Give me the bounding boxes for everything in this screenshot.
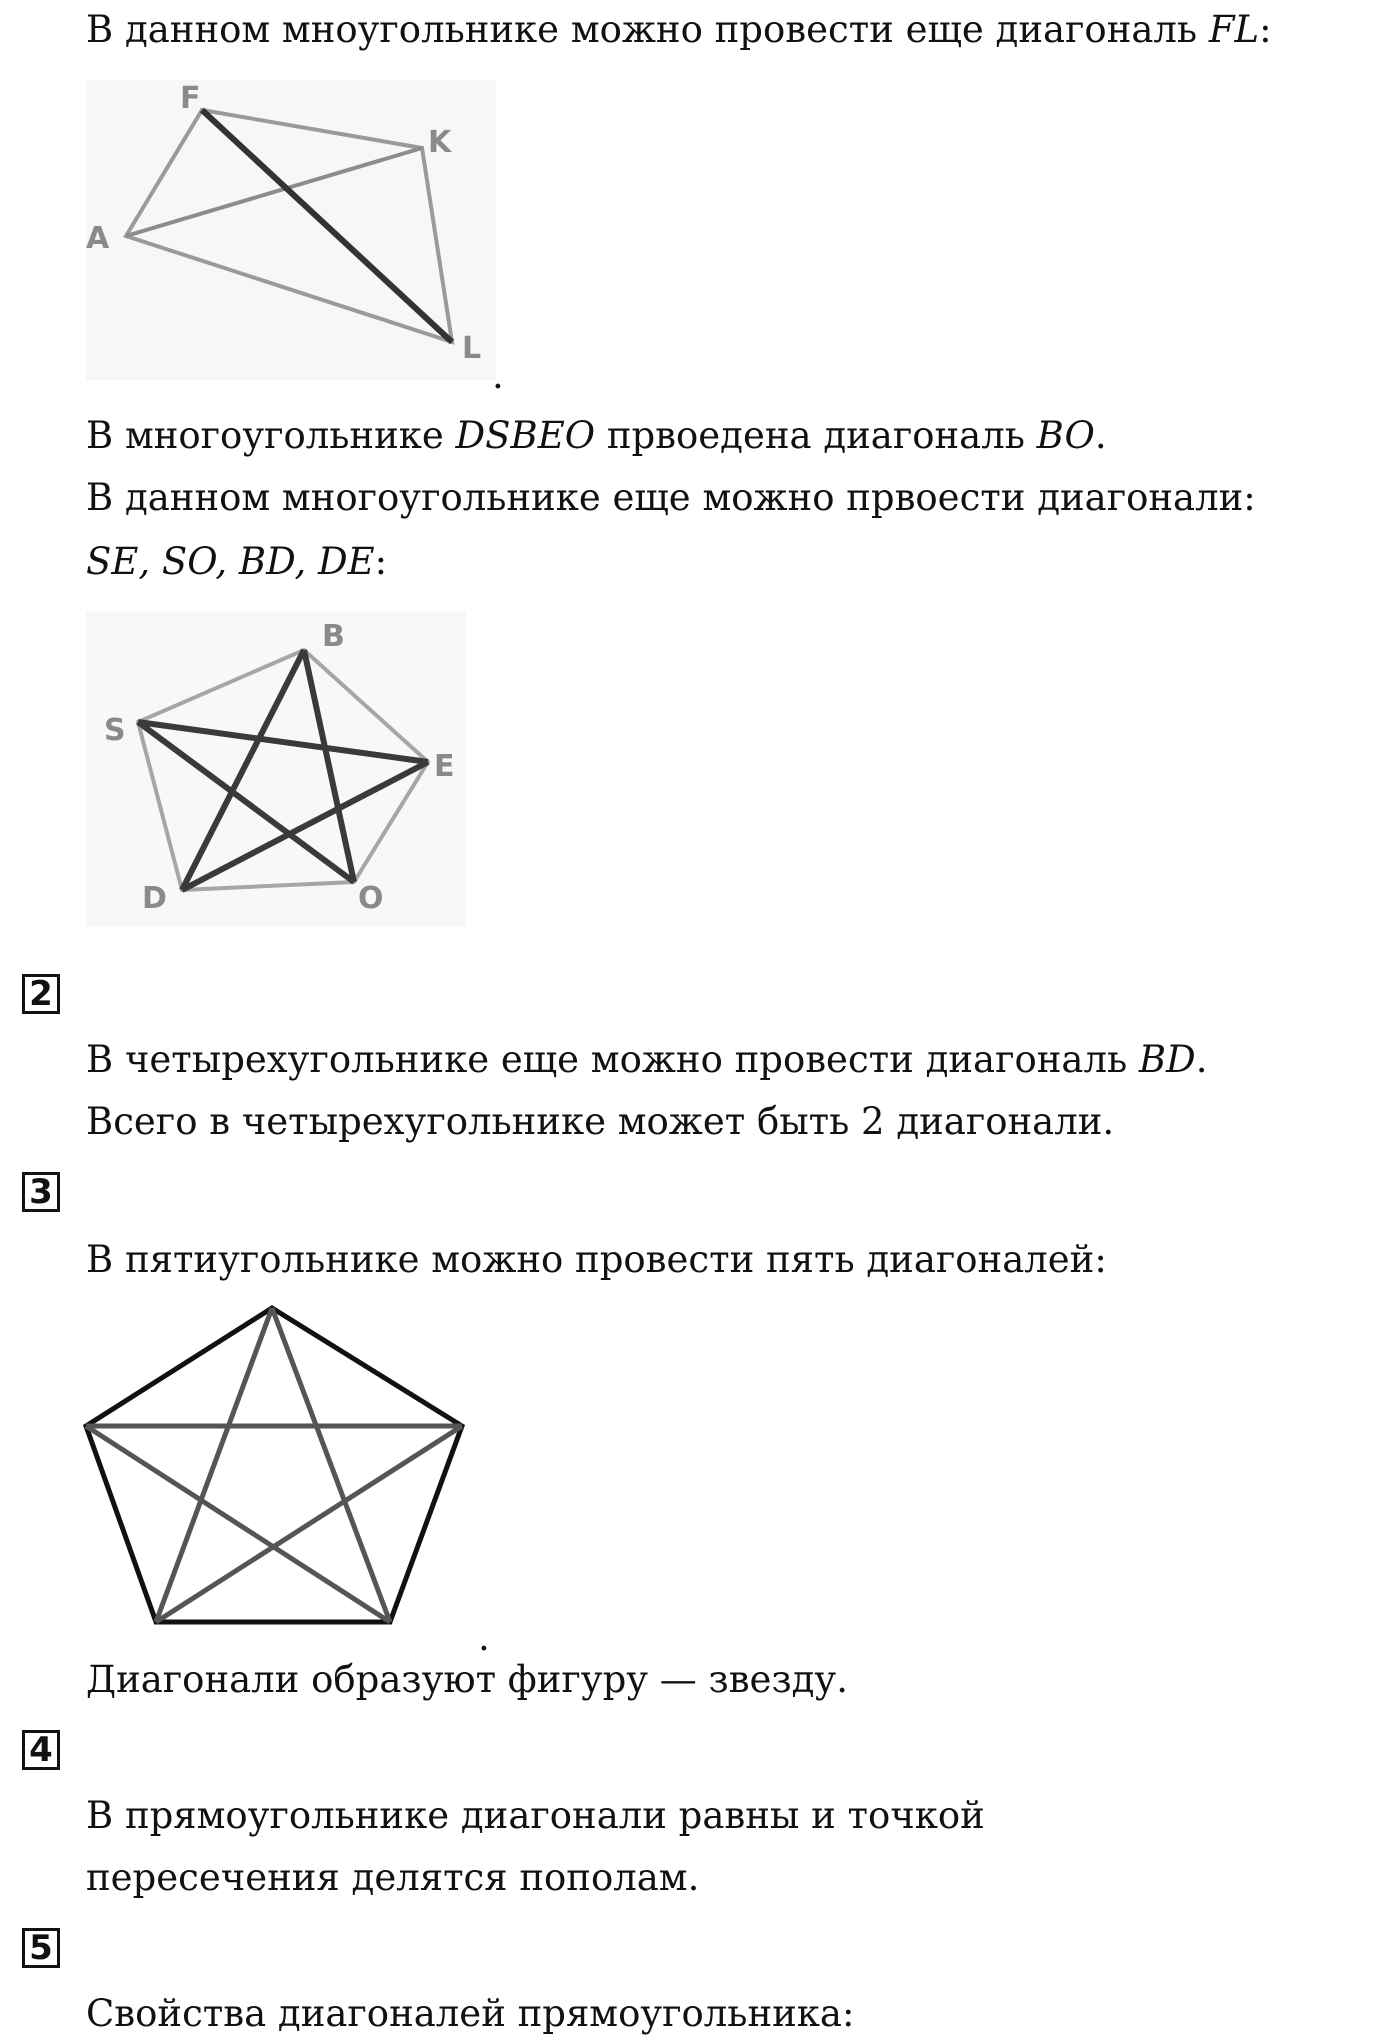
fig2-line3 bbox=[86, 538, 387, 586]
fig2-line1-math2: BO bbox=[1036, 414, 1095, 457]
star-diagonal-1 bbox=[272, 1308, 390, 1622]
fig2-line1 bbox=[86, 412, 1107, 460]
vertex-a-label: A bbox=[86, 221, 110, 256]
task-4-number: 4 bbox=[22, 1730, 60, 1770]
fig2-line3-math: SE, SO, BD, DE bbox=[86, 540, 375, 583]
fig2-line1-plain: В многоугольнике bbox=[86, 414, 456, 457]
fig2-line1-math1: DSBEO bbox=[455, 414, 596, 457]
vertex-l-label: L bbox=[462, 331, 482, 366]
task3-line2: Диагонали образуют фигуру — звезду. bbox=[86, 1658, 848, 1701]
task2-line1-plain: В четырехугольнике еще можно провести диагональ bbox=[86, 1038, 1139, 1081]
fig1-after-mark: . bbox=[492, 354, 504, 397]
vertex-f-label: F bbox=[180, 81, 201, 116]
task4-line1: В прямоугольнике диагонали равны и точкой bbox=[86, 1794, 985, 1837]
star-diagonal-4 bbox=[86, 1426, 390, 1622]
fig2-line3-end: : bbox=[374, 540, 388, 583]
fig2-line2: В данном многоугольнике еще можно првоести диагонали: bbox=[86, 476, 1256, 519]
task-3-number: 3 bbox=[22, 1172, 60, 1212]
task2-line1-math: BD bbox=[1138, 1038, 1196, 1081]
fig1-intro-math: FL bbox=[1208, 8, 1260, 51]
pentagon-star-figure bbox=[80, 1300, 480, 1640]
task2-line2: Всего в четырехугольнике может быть 2 диагонали. bbox=[86, 1100, 1115, 1143]
fig1-intro-text bbox=[86, 6, 1272, 54]
task3-line1: В пятиугольнике можно провести пять диагоналей: bbox=[86, 1238, 1107, 1281]
fig1-intro-end: : bbox=[1259, 8, 1272, 51]
fig2-line1-end: . bbox=[1094, 414, 1107, 457]
fig2-line1-mid: првоедена диагональ bbox=[595, 414, 1037, 457]
vertex-o-label: O bbox=[358, 881, 384, 916]
task5-line1: Свойства диагоналей прямоугольника: bbox=[86, 1992, 855, 2035]
task-2-number: 2 bbox=[22, 974, 60, 1014]
vertex-k-label: K bbox=[428, 125, 452, 160]
fig1-intro-plain: В данном мноугольнике можно провести еще диагональ bbox=[86, 8, 1209, 51]
task-5-number: 5 bbox=[22, 1928, 60, 1968]
quadrilateral-figure bbox=[86, 80, 506, 390]
vertex-d-label: D bbox=[142, 881, 167, 916]
task2-line1 bbox=[86, 1036, 1207, 1084]
fig3-after-mark: . bbox=[478, 1616, 490, 1659]
vertex-e-label: E bbox=[434, 749, 455, 784]
pentagon-dsbeo-figure bbox=[86, 612, 486, 932]
star-diagonal-5 bbox=[156, 1426, 462, 1622]
task4-line2: пересечения делятся пополам. bbox=[86, 1856, 700, 1899]
vertex-b-label: B bbox=[322, 619, 345, 654]
star-diagonal-2 bbox=[156, 1308, 272, 1622]
vertex-s-label: S bbox=[104, 713, 126, 748]
task2-line1-end: . bbox=[1195, 1038, 1208, 1081]
